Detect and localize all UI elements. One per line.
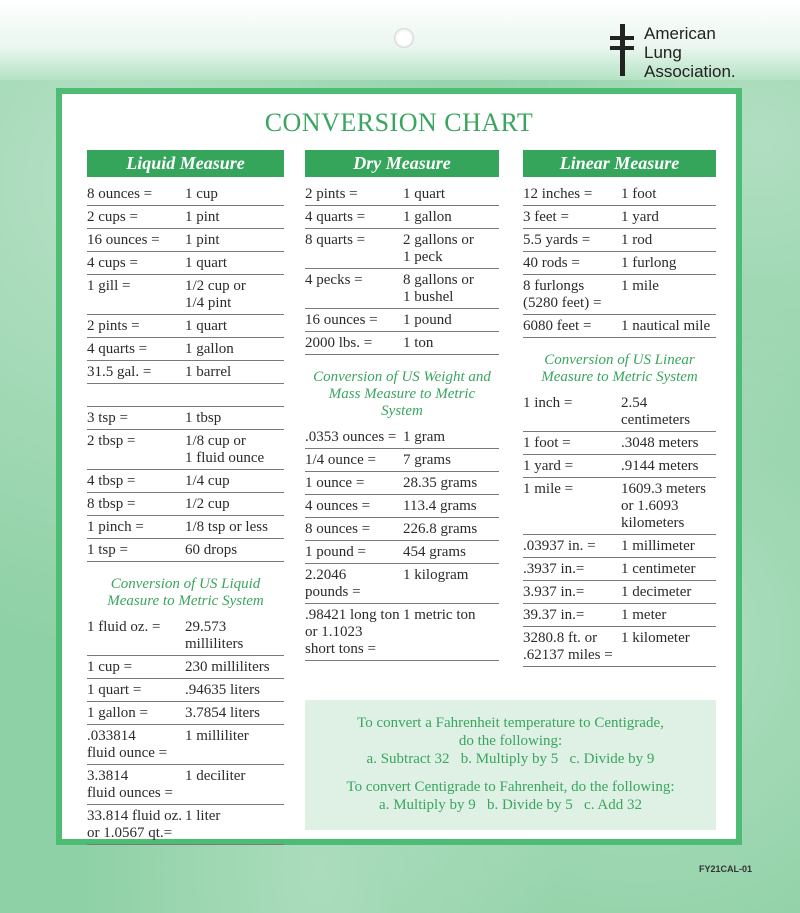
table-row [305, 309, 499, 332]
row-from: 8 ounces = [87, 186, 153, 202]
row-from: 1 tsp = [87, 542, 128, 558]
row-to: .3048 meters [621, 435, 699, 451]
table-row [87, 407, 284, 430]
row-to: 1 rod [621, 232, 653, 248]
table-row [87, 656, 284, 679]
table-row [87, 539, 284, 562]
liquid-table-2 [87, 407, 284, 562]
row-from: 8 quarts = [305, 232, 366, 248]
table-row [87, 275, 284, 315]
linear-subheading: Conversion of US Linear Measure to Metric System [541, 352, 698, 385]
linear-table [523, 183, 716, 338]
row-from: 2 cups = [87, 209, 138, 225]
page-title: CONVERSION CHART [264, 108, 534, 137]
table-row [87, 183, 284, 206]
row-to: 1 gram [403, 429, 446, 445]
row-from: 6080 feet = [523, 318, 592, 334]
row-to: 1 tbsp [185, 410, 222, 426]
row-to: 1 nautical mile [621, 318, 711, 334]
dry-table [305, 183, 499, 355]
table-row [305, 332, 499, 355]
row-from: 1 yard = [523, 458, 574, 474]
row-from: .03937 in. = [523, 538, 596, 554]
row-to: 60 drops [185, 542, 238, 558]
row-to: 1 kilometer [621, 630, 690, 646]
table-row [305, 604, 499, 661]
row-from: .0353 ounces = [305, 429, 397, 445]
row-to: 1 pound [403, 312, 452, 328]
spacer [87, 384, 284, 407]
row-to: 1/8 tsp or less [185, 519, 268, 535]
row-to: 1 centimeter [621, 561, 696, 577]
table-row [523, 315, 716, 338]
row-to: 1 meter [621, 607, 667, 623]
table-row [305, 449, 499, 472]
row-from: 12 inches = [523, 186, 593, 202]
row-to: 1 millimeter [621, 538, 695, 554]
row-to: 7 grams [403, 452, 451, 468]
row-from: 1 pinch = [87, 519, 144, 535]
row-from: 39.37 in.= [523, 607, 585, 623]
row-from: 2.2046 pounds = [305, 567, 361, 600]
table-row [87, 805, 284, 845]
table-row [305, 183, 499, 206]
temperature-box [305, 700, 716, 830]
row-to: 1 foot [621, 186, 657, 202]
table-row [523, 183, 716, 206]
linear-column [523, 150, 716, 667]
table-row [87, 470, 284, 493]
table-row [305, 518, 499, 541]
row-from: 2000 lbs. = [305, 335, 373, 351]
row-to: 1 quart [185, 318, 228, 334]
row-from: 3280.8 ft. or .62137 miles = [523, 630, 613, 663]
row-to: 1 gallon [185, 341, 234, 357]
table-row [87, 516, 284, 539]
row-to: 1 metric ton [403, 607, 476, 623]
row-to: 113.4 grams [403, 498, 477, 514]
row-to: 1 cup [185, 186, 218, 202]
table-row [523, 252, 716, 275]
dry-metric-table [305, 426, 499, 661]
table-row [87, 616, 284, 656]
row-from: .98421 long ton or 1.1023 short tons = [305, 607, 400, 657]
table-row [523, 558, 716, 581]
row-from: 3 feet = [523, 209, 569, 225]
table-row [523, 275, 716, 315]
row-from: 8 ounces = [305, 521, 371, 537]
linear-heading: Linear Measure [523, 150, 716, 177]
row-from: 33.814 fluid oz. or 1.0567 qt.= [87, 808, 182, 841]
row-to: 1609.3 meters or 1.6093 kilometers [621, 481, 706, 531]
row-from: 8 furlongs (5280 feet) = [523, 278, 602, 311]
table-row [305, 229, 499, 269]
row-from: .033814 fluid ounce = [87, 728, 168, 761]
row-to: .9144 meters [621, 458, 699, 474]
row-to: 1 pint [185, 209, 220, 225]
row-to: 1 barrel [185, 364, 232, 380]
row-to: 454 grams [403, 544, 466, 560]
dry-subheading: Conversion of US Weight and Mass Measure to Metric System [313, 369, 491, 419]
liquid-metric-table [87, 616, 284, 845]
row-to: 1/4 cup [185, 473, 230, 489]
row-to: 1 furlong [621, 255, 677, 271]
dry-column [305, 150, 499, 661]
row-to: 2 gallons or 1 peck [403, 232, 474, 265]
table-row [523, 432, 716, 455]
row-to: 1 liter [185, 808, 221, 824]
row-from: 4 ounces = [305, 498, 371, 514]
row-to: 1 quart [403, 186, 446, 202]
table-row [305, 495, 499, 518]
row-to: 1 kilogram [403, 567, 469, 583]
row-to: 28.35 grams [403, 475, 478, 491]
row-to: 1/2 cup [185, 496, 230, 512]
dry-heading: Dry Measure [305, 150, 499, 177]
row-from: 1 cup = [87, 659, 133, 675]
row-from: 3.3814 fluid ounces = [87, 768, 173, 801]
row-to: 1 gallon [403, 209, 452, 225]
table-row [523, 392, 716, 432]
table-row [523, 581, 716, 604]
table-row [87, 679, 284, 702]
row-from: .3937 in.= [523, 561, 585, 577]
f-to-c-steps: a. Subtract 32 b. Multiply by 5 c. Divide by 9 [366, 751, 655, 767]
double-cross-icon [608, 24, 636, 76]
table-row [87, 206, 284, 229]
table-row [305, 426, 499, 449]
table-row [523, 627, 716, 667]
ala-wordmark: American Lung Association. [644, 24, 736, 81]
table-row [523, 455, 716, 478]
row-from: 4 cups = [87, 255, 138, 271]
table-row [523, 206, 716, 229]
row-to: 1 yard [621, 209, 659, 225]
row-to: 2.54 centimeters [621, 395, 691, 428]
product-code: FY21CAL-01 [698, 864, 752, 874]
row-from: 1 gallon = [87, 705, 148, 721]
row-from: 1 gill = [87, 278, 131, 294]
row-from: 1 quart = [87, 682, 142, 698]
row-from: 4 pecks = [305, 272, 363, 288]
row-to: 226.8 grams [403, 521, 478, 537]
table-row [305, 541, 499, 564]
table-row [523, 229, 716, 252]
row-to: 1 quart [185, 255, 228, 271]
liquid-table [87, 183, 284, 384]
liquid-column [87, 150, 284, 845]
row-from: 1 inch = [523, 395, 573, 411]
table-row [87, 338, 284, 361]
table-row [87, 430, 284, 470]
f-to-c-line-1: To convert a Fahrenheit temperature to Centigrade, [357, 715, 664, 731]
table-row [523, 535, 716, 558]
table-row [523, 604, 716, 627]
ala-logo [608, 24, 736, 81]
row-from: 3 tsp = [87, 410, 128, 426]
row-from: 1/4 ounce = [305, 452, 376, 468]
table-row [305, 269, 499, 309]
row-from: 1 foot = [523, 435, 571, 451]
row-from: 2 pints = [305, 186, 358, 202]
row-to: 1/8 cup or 1 fluid ounce [185, 433, 265, 466]
table-row [305, 564, 499, 604]
f-to-c-line-2: do the following: [458, 733, 563, 749]
row-from: 2 tbsp = [87, 433, 136, 449]
table-row [87, 493, 284, 516]
row-from: 4 tbsp = [87, 473, 136, 489]
row-to: .94635 liters [185, 682, 260, 698]
table-row [523, 478, 716, 535]
liquid-heading: Liquid Measure [87, 150, 284, 177]
row-from: 4 quarts = [305, 209, 366, 225]
liquid-subheading: Conversion of US Liquid Measure to Metric System [107, 576, 264, 609]
row-from: 1 fluid oz. = [87, 619, 161, 635]
row-to: 8 gallons or 1 bushel [403, 272, 474, 305]
row-to: 3.7854 liters [185, 705, 260, 721]
table-row [87, 229, 284, 252]
row-from: 31.5 gal. = [87, 364, 152, 380]
row-from: 8 tbsp = [87, 496, 136, 512]
row-from: 2 pints = [87, 318, 140, 334]
row-to: 1 ton [403, 335, 434, 351]
row-to: 1 pint [185, 232, 220, 248]
c-to-f-steps: a. Multiply by 9 b. Divide by 5 c. Add 32 [379, 797, 642, 813]
table-row [87, 765, 284, 805]
row-from: 1 mile = [523, 481, 574, 497]
c-to-f-line-1: To convert Centigrade to Fahrenheit, do the following: [346, 779, 675, 795]
linear-metric-table [523, 392, 716, 667]
row-from: 16 ounces = [305, 312, 378, 328]
row-from: 40 rods = [523, 255, 580, 271]
hanging-hole [394, 28, 414, 48]
table-row [87, 361, 284, 384]
row-to: 1 decimeter [621, 584, 692, 600]
row-from: 1 ounce = [305, 475, 365, 491]
row-to: 29.573 milliliters [185, 619, 244, 652]
row-from: 3.937 in.= [523, 584, 585, 600]
row-to: 1 deciliter [185, 768, 246, 784]
table-row [87, 252, 284, 275]
row-to: 1/2 cup or 1/4 pint [185, 278, 246, 311]
table-row [87, 315, 284, 338]
row-to: 1 mile [621, 278, 659, 294]
row-from: 4 quarts = [87, 341, 148, 357]
row-from: 16 ounces = [87, 232, 160, 248]
table-row [305, 206, 499, 229]
row-to: 230 milliliters [185, 659, 270, 675]
conversion-card [56, 88, 742, 845]
table-row [87, 725, 284, 765]
row-from: 1 pound = [305, 544, 366, 560]
row-from: 5.5 yards = [523, 232, 591, 248]
row-to: 1 milliliter [185, 728, 249, 744]
table-row [305, 472, 499, 495]
table-row [87, 702, 284, 725]
